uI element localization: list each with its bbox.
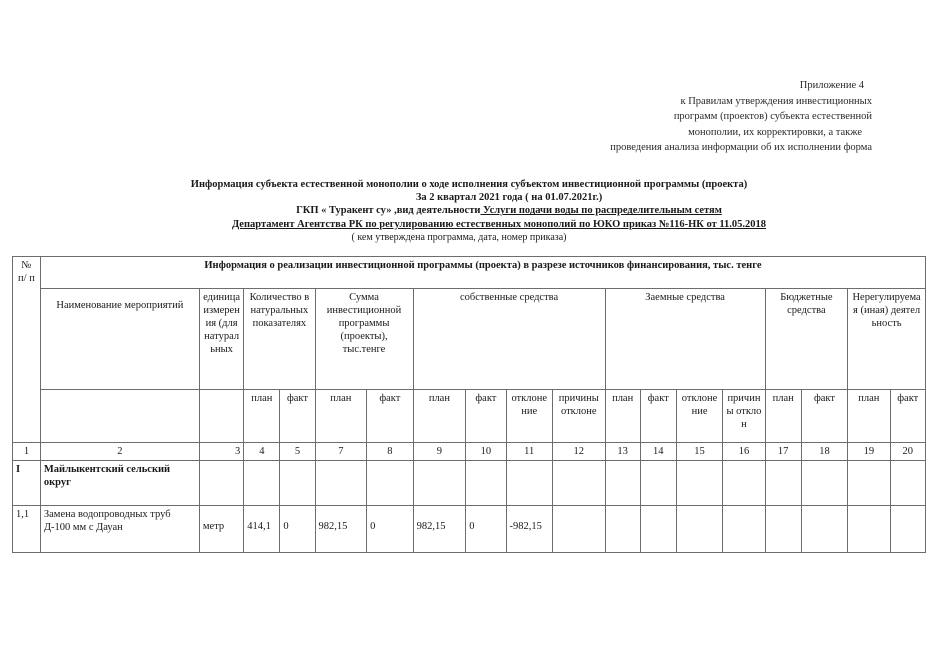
- row-own-plan: 982,15: [413, 506, 466, 553]
- report-entity: [40, 204, 938, 217]
- empty-cell: [506, 461, 552, 506]
- column-number: 3: [199, 443, 243, 461]
- col-number-header: № п/ п: [13, 257, 41, 443]
- own-fact-header: факт: [466, 390, 506, 443]
- row-sum-fact: 0: [367, 506, 413, 553]
- empty-cell: [605, 506, 640, 553]
- column-number: 8: [367, 443, 413, 461]
- table-row: [13, 506, 926, 553]
- qty-header: Количество в натуральных показателях: [244, 289, 315, 390]
- column-number: 5: [280, 443, 315, 461]
- row-number: 1,1: [13, 506, 41, 553]
- empty-cell: [676, 461, 722, 506]
- sum-header: Сумма инвестиционной программы (проекты), тыс.тенге: [315, 289, 413, 390]
- investment-table: [12, 256, 926, 553]
- empty-cell: [848, 461, 890, 506]
- empty-cell: [765, 506, 801, 553]
- loan-fact-header: факт: [640, 390, 676, 443]
- column-number: 12: [552, 443, 605, 461]
- column-number: 18: [801, 443, 847, 461]
- empty-cell: [413, 461, 466, 506]
- appendix-line: проведения анализа информации об их исполнении форма: [610, 142, 872, 153]
- approver: Департамент Агентства РК по регулированию естественных монополий по ЮКО приказ №116-НК от 11.05.2018: [231, 218, 767, 230]
- empty-cell: [552, 461, 605, 506]
- empty-cell: [640, 461, 676, 506]
- activity-type: Услуги подачи воды по распределительным сетям: [480, 205, 722, 217]
- other-activity-header: Нерегулируемая (иная) деятельность: [848, 289, 926, 390]
- empty-cell: [890, 506, 925, 553]
- other-fact-header: факт: [890, 390, 925, 443]
- empty-cell: [466, 461, 506, 506]
- loan-deviation-header: отклонение: [676, 390, 722, 443]
- own-reason-header: причины отклоне: [552, 390, 605, 443]
- appendix-line: Приложение 4: [799, 80, 864, 91]
- group-number: I: [13, 461, 41, 506]
- budget-plan-header: план: [765, 390, 801, 443]
- appendix-line: программ (проектов) субъекта естественной: [673, 111, 872, 122]
- row-qty-fact: 0: [280, 506, 315, 553]
- column-number: 16: [723, 443, 765, 461]
- report-title: Информация субъекта естественной монополии о ходе исполнения субъектом инвестиционной программы (проекта): [190, 179, 748, 190]
- empty-cell: [315, 461, 367, 506]
- loan-reason-header: причины отклон: [723, 390, 765, 443]
- column-number: 10: [466, 443, 506, 461]
- loan-funds-header: Заемные средства: [605, 289, 765, 390]
- loan-plan-header: план: [605, 390, 640, 443]
- appendix-line: к Правилам утверждения инвестиционных: [680, 95, 872, 107]
- column-number: 9: [413, 443, 466, 461]
- row-sum-plan: 982,15: [315, 506, 367, 553]
- row-own-deviation: -982,15: [506, 506, 552, 553]
- empty-cell: [801, 506, 847, 553]
- empty-cell: [280, 461, 315, 506]
- empty-cell: [848, 506, 890, 553]
- empty-cell: [367, 461, 413, 506]
- column-number: 17: [765, 443, 801, 461]
- column-number: 2: [40, 443, 199, 461]
- empty-cell: [199, 461, 243, 506]
- empty-cell: [765, 461, 801, 506]
- qty-plan-header: план: [244, 390, 280, 443]
- main-header: Информация о реализации инвестиционной программы (проекта) в разрезе источников финансирования, тыс. тенге: [40, 257, 925, 289]
- row-qty-plan: 414,1: [244, 506, 280, 553]
- empty-cell: [801, 461, 847, 506]
- own-deviation-header: отклонение: [506, 390, 552, 443]
- column-number: 1: [13, 443, 41, 461]
- column-number: 19: [848, 443, 890, 461]
- budget-fact-header: факт: [801, 390, 847, 443]
- name-header: Наименование мероприятий: [40, 289, 199, 390]
- empty-cell: [199, 390, 243, 443]
- approver-note: ( кем утверждена программа, дата, номер приказа): [351, 231, 567, 243]
- empty-cell: [723, 506, 765, 553]
- appendix-block: [542, 78, 872, 156]
- budget-funds-header: Бюджетные средства: [765, 289, 848, 390]
- unit-header: единица измерения (для натуральных: [199, 289, 243, 390]
- column-number: 13: [605, 443, 640, 461]
- column-number: 14: [640, 443, 676, 461]
- column-number: 4: [244, 443, 280, 461]
- report-period: За 2 квартал 2021 года ( на 01.07.2021г.): [415, 192, 603, 204]
- empty-cell: [40, 390, 199, 443]
- empty-cell: [676, 506, 722, 553]
- empty-cell: [552, 506, 605, 553]
- appendix-line: монополии, их корректировки, а также: [688, 126, 862, 138]
- group-name: Майлыкентский сельский округ: [40, 461, 199, 506]
- report-heading: [0, 178, 938, 244]
- empty-cell: [890, 461, 925, 506]
- sum-fact-header: факт: [367, 390, 413, 443]
- qty-fact-header: факт: [280, 390, 315, 443]
- sum-plan-header: план: [315, 390, 367, 443]
- row-own-fact: 0: [466, 506, 506, 553]
- column-number: 11: [506, 443, 552, 461]
- empty-cell: [640, 506, 676, 553]
- column-number: 7: [315, 443, 367, 461]
- row-name: Замена водопроводных труб Д-100 мм с Дауан: [40, 506, 199, 553]
- row-unit: метр: [199, 506, 243, 553]
- own-plan-header: план: [413, 390, 466, 443]
- empty-cell: [605, 461, 640, 506]
- column-number: 20: [890, 443, 925, 461]
- entity-prefix: ГКП « Туракент су» ,вид деятельности: [296, 205, 481, 217]
- empty-cell: [723, 461, 765, 506]
- empty-cell: [244, 461, 280, 506]
- other-plan-header: план: [848, 390, 890, 443]
- column-number: 15: [676, 443, 722, 461]
- own-funds-header: собственные средства: [413, 289, 605, 390]
